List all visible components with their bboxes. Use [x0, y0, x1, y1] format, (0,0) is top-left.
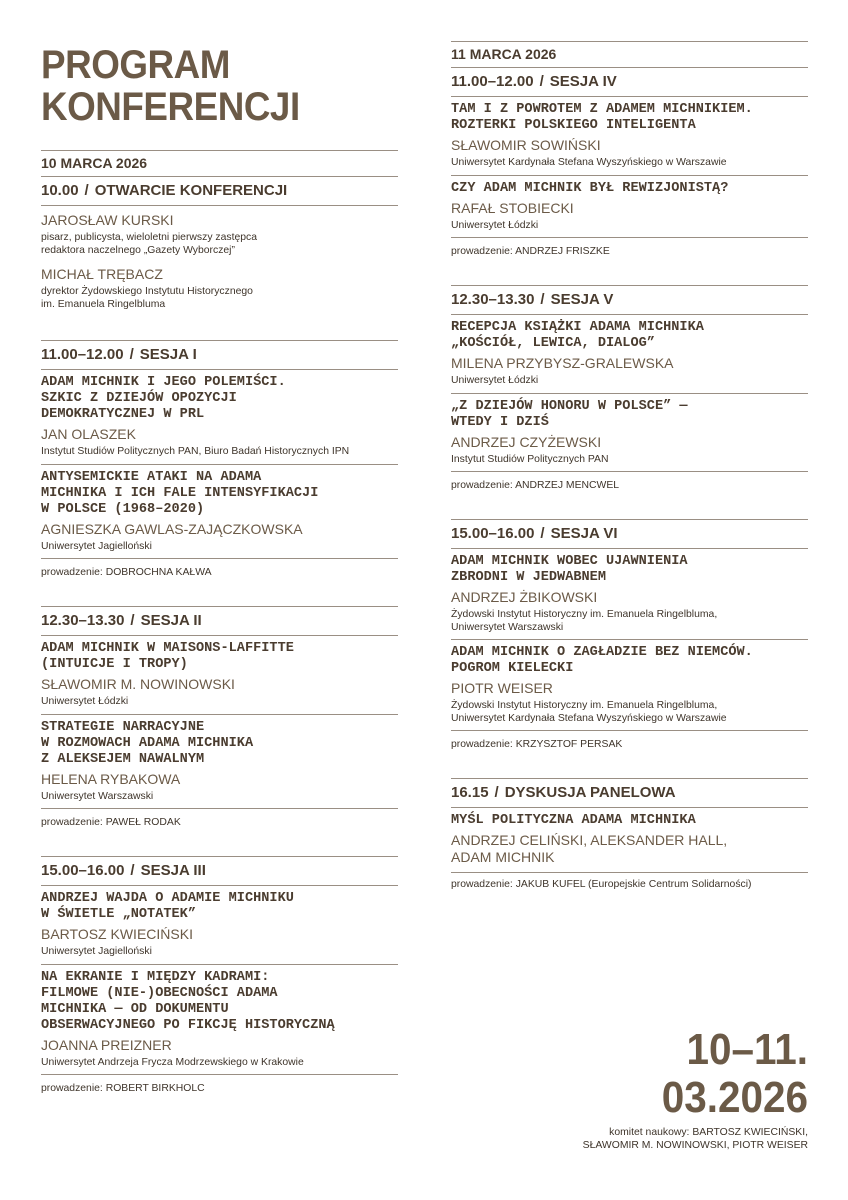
affiliation: Uniwersytet Łódzki	[451, 375, 539, 386]
day-heading: 11 MARCA 2026	[451, 46, 557, 62]
event-dates: 10–11. 03.2026	[661, 1025, 808, 1122]
talk-title: TAM I Z POWROTEM Z ADAMEM MICHNIKIEM. ROZTERKI POLSKIEGO INTELIGENTA	[451, 102, 753, 133]
moderator: prowadzenie: ROBERT BIRKHOLC	[41, 1083, 205, 1094]
speaker: ANDRZEJ CELIŃSKI, ALEKSANDER HALL, ADAM MICHNIK	[451, 832, 728, 865]
speaker: HELENA RYBAKOWA	[41, 770, 181, 787]
talk-title: ADAM MICHNIK I JEGO POLEMIŚCI. SZKIC Z DZIEJÓW OPOZYCJI DEMOKRATYCZNEJ W PRL	[41, 375, 286, 422]
talk-title: STRATEGIE NARRACYJNE W ROZMOWACH ADAMA MICHNIKA Z ALEKSEJEM NAWALNYM	[41, 719, 254, 767]
session-heading-1: 11.00–12.00 / SESJA I	[41, 346, 197, 363]
day-heading: 10 MARCA 2026	[41, 155, 148, 171]
affiliation: Żydowski Instytut Historyczny im. Emanuela Ringelbluma, Uniwersytet Kardynała Stefana Wyszyńskiego w Warszawie	[451, 700, 727, 724]
speaker: SŁAWOMIR SOWIŃSKI	[451, 137, 601, 153]
page-title: PROGRAM KONFERENCJI	[41, 43, 300, 129]
affiliation: Uniwersytet Łódzki	[451, 219, 539, 231]
affiliation: Instytut Studiów Politycznych PAN	[451, 453, 609, 465]
session-heading-opening: 10.00 / OTWARCIE KONFERENCJI	[41, 182, 288, 199]
moderator: prowadzenie: ANDRZEJ MENCWEL	[451, 480, 620, 491]
moderator: prowadzenie: PAWEŁ RODAK	[41, 817, 181, 828]
talk-title: MYŚL POLITYCZNA ADAMA MICHNIKA	[451, 813, 696, 828]
moderator: prowadzenie: JAKUB KUFEL (Europejskie Centrum Solidarności)	[451, 879, 752, 890]
moderator: prowadzenie: KRZYSZTOF PERSAK	[451, 739, 623, 750]
talk-title: ADAM MICHNIK W MAISONS-LAFFITTE (INTUICJE I TROPY)	[41, 641, 294, 672]
speaker: JAN OLASZEK	[41, 426, 136, 442]
affiliation: dyrektor Żydowskiego Instytutu Historycznego im. Emanuela Ringelbluma	[41, 286, 253, 310]
session-heading-5: 12.30–13.30 / SESJA V	[451, 291, 614, 308]
speaker: ANDRZEJ CZYŻEWSKI	[451, 433, 602, 450]
speaker: RAFAŁ STOBIECKI	[451, 199, 574, 216]
right-column	[451, 41, 808, 890]
talk-title: ANTYSEMICKIE ATAKI NA ADAMA MICHNIKA I ICH FALE INTENSYFIKACJI W POLSCE (1968–2020)	[41, 469, 319, 517]
talk-title: ANDRZEJ WAJDA O ADAMIE MICHNIKU W ŚWIETLE „NOTATEK”	[41, 891, 294, 922]
speaker: AGNIESZKA GAWLAS-ZAJĄCZKOWSKA	[41, 520, 303, 537]
talk-title: CZY ADAM MICHNIK BYŁ REWIZJONISTĄ?	[451, 180, 729, 196]
moderator: prowadzenie: DOBROCHNA KAŁWA	[41, 567, 212, 578]
session-heading-panel: 16.15 / DYSKUSJA PANELOWA	[451, 784, 676, 801]
speaker: SŁAWOMIR M. NOWINOWSKI	[41, 676, 235, 692]
session-heading-6: 15.00–16.00 / SESJA VI	[451, 525, 618, 542]
affiliation: Uniwersytet Andrzeja Frycza Modrzewskiego w Krakowie	[41, 1056, 304, 1068]
moderator: prowadzenie: ANDRZEJ FRISZKE	[451, 246, 610, 257]
left-column	[41, 150, 398, 1094]
affiliation: Uniwersytet Warszawski	[41, 790, 154, 802]
talk-title: ADAM MICHNIK WOBEC UJAWNIENIA ZBRODNI W JEDWABNEM	[451, 554, 688, 585]
affiliation: Instytut Studiów Politycznych PAN, Biuro Badań Historycznych IPN	[41, 446, 350, 457]
affiliation: Żydowski Instytut Historyczny im. Emanuela Ringelbluma, Uniwersytet Warszawski	[451, 609, 718, 633]
talk-title: ADAM MICHNIK O ZAGŁADZIE BEZ NIEMCÓW. POGROM KIELECKI	[451, 645, 753, 676]
session-heading-3: 15.00–16.00 / SESJA III	[41, 862, 206, 879]
session-heading-4: 11.00–12.00 / SESJA IV	[451, 73, 617, 90]
speaker: BARTOSZ KWIECIŃSKI	[41, 926, 193, 942]
affiliation: Uniwersytet Jagielloński	[41, 946, 152, 957]
speaker: JAROSŁAW KURSKI	[41, 212, 174, 228]
speaker: ANDRZEJ ŻBIKOWSKI	[451, 589, 598, 605]
speaker: MILENA PRZYBYSZ-GRALEWSKA	[451, 355, 674, 371]
talk-title: „Z DZIEJÓW HONORU W POLSCE” — WTEDY I DZIŚ	[451, 398, 688, 430]
affiliation: Uniwersytet Jagielloński	[41, 540, 152, 552]
talk-title: NA EKRANIE I MIĘDZY KADRAMI: FILMOWE (NIE-)OBECNOŚCI ADAMA MICHNIKA — OD DOKUMENTU OBSERWACYJNEGO PO FIKCJĘ HISTORYCZNĄ	[41, 969, 335, 1033]
affiliation: pisarz, publicysta, wieloletni pierwszy zastępca redaktora naczelnego „Gazety Wyborczej”	[41, 232, 257, 256]
speaker: PIOTR WEISER	[451, 680, 553, 696]
scientific-committee: komitet naukowy: BARTOSZ KWIECIŃSKI, SŁAWOMIR M. NOWINOWSKI, PIOTR WEISER	[582, 1127, 808, 1151]
session-heading-2: 12.30–13.30 / SESJA II	[41, 612, 202, 629]
affiliation: Uniwersytet Kardynała Stefana Wyszyńskiego w Warszawie	[451, 157, 727, 168]
speaker: MICHAŁ TRĘBACZ	[41, 266, 163, 282]
speaker: JOANNA PREIZNER	[41, 1036, 172, 1053]
talk-title: RECEPCJA KSIĄŻKI ADAMA MICHNIKA „KOŚCIÓŁ, LEWICA, DIALOG”	[451, 320, 704, 351]
affiliation: Uniwersytet Łódzki	[41, 696, 129, 707]
